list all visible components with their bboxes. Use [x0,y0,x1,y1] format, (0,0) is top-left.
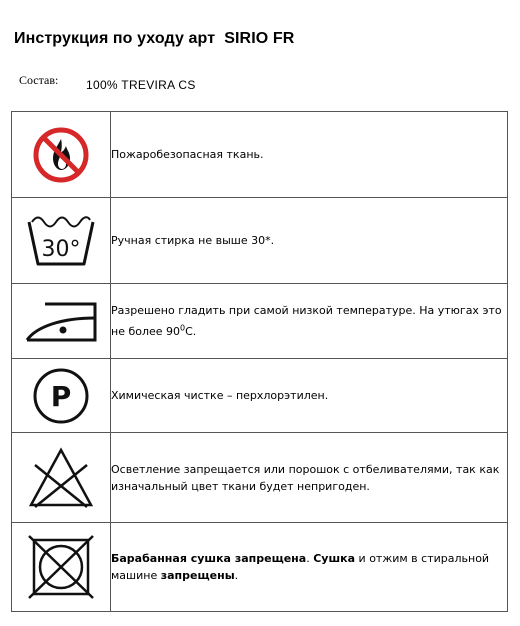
dry-clean-letter: P [50,379,72,413]
care-text-iron: Разрешено гладить при самой низкой температуре. На утюгах это не более $90^0С$. [111,304,502,338]
composition-value: 100% TREVIRA CS [86,78,196,92]
no-tumble-dry-icon [12,534,110,600]
care-text-fire: Пожаробезопасная ткань. [111,148,264,161]
iron-low-icon [12,298,110,344]
care-row-wash [12,198,508,284]
care-text-wash: Ручная стирка не выше 30*. [111,234,275,247]
care-text-tumble: Барабанная сушка запрещена. Сушка и отжим в стиральной машине запрещены. [111,552,490,582]
page-title: Инструкция по уходу арт SIRIO FR [14,30,295,47]
care-row-tumble [12,523,508,612]
composition-label: Состав: [19,73,59,87]
handwash-30-icon [12,212,110,270]
no-fire-icon [12,125,110,185]
no-bleach-icon [12,447,110,509]
care-row-fire [12,112,508,198]
care-row-bleach [12,433,508,523]
care-instructions-table [11,111,508,612]
care-text-dryclean: Химическая чистке – перхлорэтилен. [111,389,329,402]
care-text-bleach: Осветление запрещается или порошок с отбеливателями, так как изначальный цвет ткани будет непригоден. [111,462,500,493]
wash-temp-label: 30° [41,236,81,262]
dry-clean-p-icon [12,366,110,426]
care-row-iron [12,284,508,359]
care-row-dryclean [12,359,508,433]
